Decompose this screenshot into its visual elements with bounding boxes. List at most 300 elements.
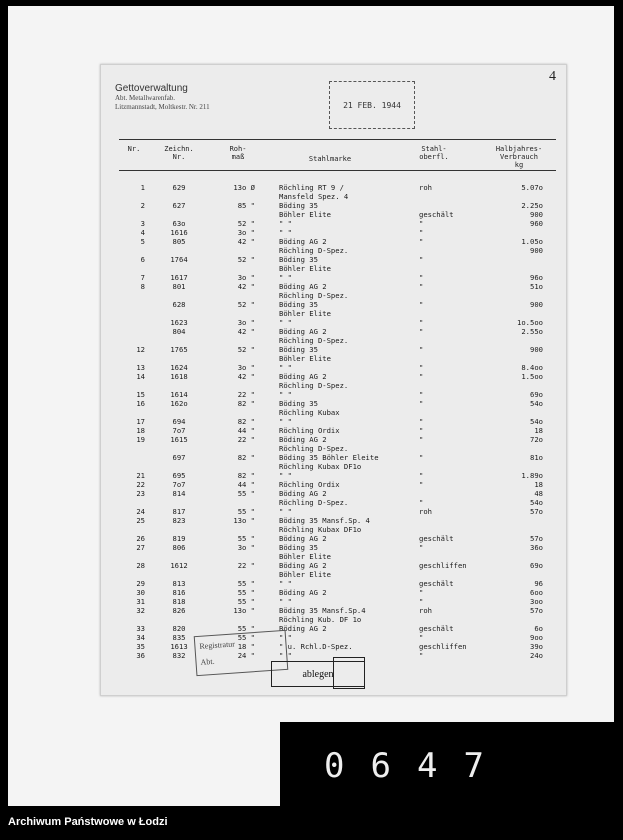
row-zeichn: 1613 (170, 642, 188, 651)
row-nr: 36 (136, 651, 145, 660)
row-stahlmarke: Böding 35 Mansf.Sp. 4 (279, 516, 370, 525)
row-oberfl: " (419, 282, 424, 291)
row-stahlmarke: Böhler Elite (279, 309, 331, 318)
row-oberfl: " (419, 588, 424, 597)
row-verbrauch: 54o (530, 399, 543, 408)
row-rohmass: 55 " (237, 507, 255, 516)
row-stahlmarke: " " (279, 219, 292, 228)
row-verbrauch: 96o (530, 273, 543, 282)
row-verbrauch: 960 (530, 219, 543, 228)
row-rohmass: 3o " (237, 543, 255, 552)
archive-digit: 0 (324, 746, 349, 786)
row-rohmass: 44 " (237, 426, 255, 435)
row-zeichn: 814 (172, 489, 186, 498)
row-oberfl: roh (419, 606, 432, 615)
row-oberfl: " (419, 426, 424, 435)
table-row (101, 408, 566, 417)
row-oberfl: " (419, 345, 424, 354)
row-zeichn: 817 (172, 507, 186, 516)
row-verbrauch: 2.55o (521, 327, 543, 336)
row-stahlmarke: Röchling RT 9 / (279, 183, 344, 192)
row-stahlmarke: Böding AG 2 (279, 435, 327, 444)
date-stamp: 21 FEB. 1944 (329, 81, 415, 129)
table-row (101, 372, 566, 381)
table-row (101, 381, 566, 390)
table-row (101, 282, 566, 291)
row-verbrauch: 69o (530, 561, 543, 570)
table-row (101, 255, 566, 264)
row-nr: 29 (136, 579, 145, 588)
row-oberfl: geschliffen (419, 642, 467, 651)
row-nr: 2 (140, 201, 145, 210)
row-zeichn: 1614 (170, 390, 188, 399)
row-zeichn: 804 (172, 327, 186, 336)
row-nr: 27 (136, 543, 145, 552)
row-stahlmarke: Röchling Ordix (279, 426, 340, 435)
row-stahlmarke: Röchling D-Spez. (279, 381, 349, 390)
row-nr: 18 (136, 426, 145, 435)
ablegen-stamp: ablegen (271, 661, 365, 687)
row-nr: 31 (136, 597, 145, 606)
row-rohmass: 55 " (237, 588, 255, 597)
row-stahlmarke: Böding AG 2 (279, 282, 327, 291)
row-stahlmarke: Böding AG 2 (279, 624, 327, 633)
row-stahlmarke: Röchling D-Spez. (279, 444, 349, 453)
row-verbrauch: 1.05o (521, 237, 543, 246)
table-row (101, 291, 566, 300)
row-stahlmarke: Böding 35 (279, 345, 318, 354)
scan-frame (8, 6, 614, 806)
row-verbrauch: 39o (530, 642, 543, 651)
col-stahlmarke: Stahlmarke (308, 155, 352, 163)
table-row (101, 228, 566, 237)
row-oberfl: roh (419, 507, 432, 516)
row-stahlmarke: Böding 35 (279, 543, 318, 552)
table-row (101, 498, 566, 507)
table-row (101, 534, 566, 543)
row-stahlmarke: Röchling Kubax DF1o (279, 525, 362, 534)
row-rohmass: 82 " (237, 417, 255, 426)
row-stahlmarke: Böding 35 (279, 201, 318, 210)
row-nr: 5 (140, 237, 145, 246)
row-zeichn: 7o7 (172, 480, 186, 489)
row-rohmass: 52 " (237, 255, 255, 264)
row-nr: 24 (136, 507, 145, 516)
archive-number-tag (280, 722, 614, 806)
row-zeichn: 818 (172, 597, 186, 606)
registratur-line2: Abt. (200, 656, 215, 667)
row-rohmass: 42 " (237, 372, 255, 381)
row-verbrauch: 8.4oo (521, 363, 543, 372)
row-oberfl: geschält (419, 624, 454, 633)
row-verbrauch: 9oo (530, 633, 543, 642)
row-rohmass: 52 " (237, 345, 255, 354)
row-rohmass: 52 " (237, 219, 255, 228)
row-zeichn: 1617 (170, 273, 188, 282)
row-oberfl: " (419, 219, 424, 228)
row-stahlmarke: Böding AG 2 (279, 327, 327, 336)
row-verbrauch: 1.5oo (521, 372, 543, 381)
row-verbrauch: 57o (530, 606, 543, 615)
row-rohmass: 13o " (233, 606, 255, 615)
archive-digit: 7 (463, 746, 488, 786)
row-rohmass: 42 " (237, 237, 255, 246)
row-stahlmarke: Böding AG 2 (279, 534, 327, 543)
row-oberfl: " (419, 435, 424, 444)
table-row (101, 525, 566, 534)
row-nr: 25 (136, 516, 145, 525)
row-stahlmarke: " " (279, 651, 292, 660)
row-nr: 13 (136, 363, 145, 372)
table-row (101, 453, 566, 462)
row-oberfl: " (419, 480, 424, 489)
row-zeichn: 1624 (170, 363, 188, 372)
row-stahlmarke: " " (279, 579, 292, 588)
table-row (101, 543, 566, 552)
row-nr: 22 (136, 480, 145, 489)
row-stahlmarke: Böding AG 2 (279, 489, 327, 498)
row-zeichn: 806 (172, 543, 186, 552)
row-zeichn: 694 (172, 417, 186, 426)
table-row (101, 363, 566, 372)
row-stahlmarke: " " (279, 507, 292, 516)
row-zeichn: 805 (172, 237, 186, 246)
dept-name: Abt. Metallwarenfab. (115, 94, 176, 102)
table-row (101, 354, 566, 363)
table-row (101, 183, 566, 192)
row-nr: 35 (136, 642, 145, 651)
row-nr: 7 (140, 273, 145, 282)
archive-digit: 6 (370, 746, 395, 786)
row-zeichn: 801 (172, 282, 186, 291)
letterhead (115, 83, 210, 112)
corner-mark: 4 (549, 69, 556, 84)
row-verbrauch: 81o (530, 453, 543, 462)
row-verbrauch: 5.07o (521, 183, 543, 192)
row-verbrauch: 24o (530, 651, 543, 660)
table-row (101, 309, 566, 318)
col-nr: Nr. (127, 145, 141, 153)
row-stahlmarke: " " (279, 228, 292, 237)
row-zeichn: 823 (172, 516, 186, 525)
row-oberfl: " (419, 633, 424, 642)
row-verbrauch: 18 (534, 480, 543, 489)
row-nr: 34 (136, 633, 145, 642)
row-stahlmarke: " " (279, 363, 292, 372)
row-nr: 32 (136, 606, 145, 615)
archive-digit: 4 (416, 746, 442, 786)
row-oberfl: " (419, 651, 424, 660)
col-verbrauch: Halbjahres- Verbrauch kg (495, 145, 543, 169)
col-zeichn: Zeichn. Nr. (164, 145, 194, 161)
row-rohmass: 42 " (237, 282, 255, 291)
row-oberfl: " (419, 273, 424, 282)
table-row (101, 489, 566, 498)
table-row (101, 633, 566, 642)
row-oberfl: " (419, 372, 424, 381)
row-rohmass: 3o " (237, 273, 255, 282)
col-rohmass: Roh- maß (229, 145, 247, 161)
row-verbrauch: 2.25o (521, 201, 543, 210)
table-row (101, 273, 566, 282)
row-nr: 12 (136, 345, 145, 354)
row-stahlmarke: Röchling D-Spez. (279, 498, 349, 507)
row-zeichn: 1612 (170, 561, 188, 570)
row-zeichn: 628 (172, 300, 186, 309)
row-nr: 28 (136, 561, 145, 570)
table-row (101, 318, 566, 327)
row-oberfl: roh (419, 183, 432, 192)
row-nr: 8 (140, 282, 145, 291)
table-row (101, 507, 566, 516)
row-zeichn: 1616 (170, 228, 188, 237)
row-verbrauch: 54o (530, 417, 543, 426)
row-verbrauch: 57o (530, 507, 543, 516)
row-stahlmarke: Böding 35 Mansf.Sp.4 (279, 606, 366, 615)
row-nr: 33 (136, 624, 145, 633)
table-row (101, 561, 566, 570)
table-row (101, 570, 566, 579)
row-nr: 1 (140, 183, 145, 192)
row-rohmass: 22 " (237, 390, 255, 399)
row-oberfl: geschliffen (419, 561, 467, 570)
row-oberfl: " (419, 543, 424, 552)
row-oberfl: " (419, 255, 424, 264)
row-rohmass: 55 " (237, 597, 255, 606)
table-row (101, 192, 566, 201)
row-stahlmarke: " " (279, 390, 292, 399)
row-verbrauch: 72o (530, 435, 543, 444)
row-rohmass: 3o " (237, 318, 255, 327)
row-zeichn: 826 (172, 606, 186, 615)
row-oberfl: " (419, 498, 424, 507)
table-row (101, 336, 566, 345)
row-zeichn: 1618 (170, 372, 188, 381)
row-oberfl: " (419, 390, 424, 399)
row-zeichn: 629 (172, 183, 186, 192)
row-nr: 14 (136, 372, 145, 381)
table-row (101, 435, 566, 444)
row-stahlmarke: " " (279, 597, 292, 606)
row-rohmass: 82 " (237, 471, 255, 480)
row-verbrauch: 3oo (530, 597, 543, 606)
row-stahlmarke: Röchling D-Spez. (279, 336, 349, 345)
row-nr: 3 (140, 219, 145, 228)
table-row (101, 588, 566, 597)
row-nr: 23 (136, 489, 145, 498)
table-row (101, 246, 566, 255)
row-stahlmarke: Böhler Elite (279, 354, 331, 363)
table-row (101, 219, 566, 228)
table-row (101, 399, 566, 408)
row-rohmass: 82 " (237, 399, 255, 408)
row-oberfl: geschält (419, 579, 454, 588)
document-sheet (100, 64, 567, 696)
row-nr: 6 (140, 255, 145, 264)
row-stahlmarke: " " (279, 318, 292, 327)
row-stahlmarke: " u. Rchl.D-Spez. (279, 642, 353, 651)
row-rohmass: 55 " (237, 489, 255, 498)
row-stahlmarke: Böding AG 2 (279, 372, 327, 381)
address: Litzmannstadt, Moltkestr. Nr. 211 (115, 103, 210, 111)
table-row (101, 597, 566, 606)
row-stahlmarke: Böding 35 (279, 300, 318, 309)
row-rohmass: 13o " (233, 516, 255, 525)
row-rohmass: 22 " (237, 561, 255, 570)
table-row (101, 426, 566, 435)
header-rule-top (119, 139, 556, 140)
row-zeichn: 7o7 (172, 426, 186, 435)
row-verbrauch: 1o.5oo (517, 318, 543, 327)
table-row (101, 471, 566, 480)
row-nr: 26 (136, 534, 145, 543)
table-row (101, 345, 566, 354)
row-zeichn: 697 (172, 453, 186, 462)
table-row (101, 624, 566, 633)
ablegen-box (333, 657, 365, 689)
row-rohmass: 55 " (237, 579, 255, 588)
row-stahlmarke: Böding 35 (279, 255, 318, 264)
table-row (101, 327, 566, 336)
row-stahlmarke: Röchling D-Spez. (279, 246, 349, 255)
row-verbrauch: 1.89o (521, 471, 543, 480)
row-verbrauch: 48 (534, 489, 543, 498)
row-oberfl: " (419, 471, 424, 480)
table-row (101, 480, 566, 489)
row-zeichn: 813 (172, 579, 186, 588)
row-zeichn: 820 (172, 624, 186, 633)
table-row (101, 237, 566, 246)
row-zeichn: 1765 (170, 345, 188, 354)
row-stahlmarke: " " (279, 273, 292, 282)
table-row (101, 606, 566, 615)
row-verbrauch: 900 (530, 210, 543, 219)
row-rohmass: 55 " (237, 624, 255, 633)
row-rohmass: 3o " (237, 228, 255, 237)
org-name: Gettoverwaltung (115, 83, 188, 94)
row-rohmass: 13o Ø (233, 183, 255, 192)
row-rohmass: 18 " (237, 642, 255, 651)
row-rohmass: 52 " (237, 300, 255, 309)
row-zeichn: 627 (172, 201, 186, 210)
row-verbrauch: 6o (534, 624, 543, 633)
row-nr: 4 (140, 228, 145, 237)
row-stahlmarke: " " (279, 471, 292, 480)
table-row (101, 579, 566, 588)
table-row (101, 516, 566, 525)
row-verbrauch: 57o (530, 534, 543, 543)
row-stahlmarke: Böding AG 2 (279, 237, 327, 246)
table-row (101, 264, 566, 273)
row-verbrauch: 54o (530, 498, 543, 507)
header-rule-bottom (119, 170, 556, 171)
row-stahlmarke: Röchling Ordix (279, 480, 340, 489)
row-nr: 15 (136, 390, 145, 399)
row-zeichn: 816 (172, 588, 186, 597)
row-verbrauch: 900 (530, 345, 543, 354)
row-stahlmarke: Böding AG 2 (279, 561, 327, 570)
row-rohmass: 55 " (237, 633, 255, 642)
row-verbrauch: 18 (534, 426, 543, 435)
row-oberfl: " (419, 228, 424, 237)
row-oberfl: geschält (419, 210, 454, 219)
row-stahlmarke: Böhler Elite (279, 210, 331, 219)
row-stahlmarke: Böding AG 2 (279, 588, 327, 597)
row-stahlmarke: " " (279, 417, 292, 426)
row-stahlmarke: Böding 35 (279, 399, 318, 408)
row-oberfl: " (419, 318, 424, 327)
row-nr: 17 (136, 417, 145, 426)
table-row (101, 615, 566, 624)
row-rohmass: 3o " (237, 363, 255, 372)
row-rohmass: 22 " (237, 435, 255, 444)
row-stahlmarke: Mansfeld Spez. 4 (279, 192, 349, 201)
row-zeichn: 835 (172, 633, 186, 642)
table-row (101, 210, 566, 219)
row-verbrauch: 69o (530, 390, 543, 399)
row-stahlmarke: Böding 35 Böhler Eleite (279, 453, 379, 462)
row-stahlmarke: Böhler Elite (279, 264, 331, 273)
row-zeichn: 695 (172, 471, 186, 480)
archive-footer: Archiwum Państwowe w Łodzi (8, 816, 168, 828)
row-rohmass: 82 " (237, 453, 255, 462)
row-verbrauch: 51o (530, 282, 543, 291)
row-zeichn: 832 (172, 651, 186, 660)
table-row (101, 390, 566, 399)
row-oberfl: geschält (419, 534, 454, 543)
table-row (101, 444, 566, 453)
row-verbrauch: 96 (534, 579, 543, 588)
table-row (101, 300, 566, 309)
row-nr: 21 (136, 471, 145, 480)
row-zeichn: 162o (170, 399, 188, 408)
row-verbrauch: 6oo (530, 588, 543, 597)
row-verbrauch: 900 (530, 300, 543, 309)
row-zeichn: 1764 (170, 255, 188, 264)
row-stahlmarke: Röchling Kubax (279, 408, 340, 417)
row-rohmass: 42 " (237, 327, 255, 336)
row-oberfl: " (419, 453, 424, 462)
row-stahlmarke: " " (279, 633, 292, 642)
row-oberfl: " (419, 363, 424, 372)
row-nr: 19 (136, 435, 145, 444)
row-zeichn: 819 (172, 534, 186, 543)
row-zeichn: 1623 (170, 318, 188, 327)
table-row (101, 201, 566, 210)
row-stahlmarke: Röchling Kub. DF 1o (279, 615, 362, 624)
table-row (101, 642, 566, 651)
row-zeichn: 63o (172, 219, 186, 228)
row-rohmass: 85 " (237, 201, 255, 210)
row-nr: 16 (136, 399, 145, 408)
row-rohmass: 44 " (237, 480, 255, 489)
row-oberfl: " (419, 597, 424, 606)
row-oberfl: " (419, 327, 424, 336)
table-row (101, 417, 566, 426)
row-oberfl: " (419, 300, 424, 309)
row-oberfl: " (419, 237, 424, 246)
row-verbrauch: 900 (530, 246, 543, 255)
row-oberfl: " (419, 417, 424, 426)
row-verbrauch: 36o (530, 543, 543, 552)
row-stahlmarke: Röchling Kubax DF1o (279, 462, 362, 471)
row-nr: 30 (136, 588, 145, 597)
registratur-line1: Registratur (199, 639, 236, 651)
row-rohmass: 24 " (237, 651, 255, 660)
archive-number (324, 746, 614, 786)
col-oberfl: Stahl- oberfl. (419, 145, 449, 161)
row-zeichn: 1615 (170, 435, 188, 444)
